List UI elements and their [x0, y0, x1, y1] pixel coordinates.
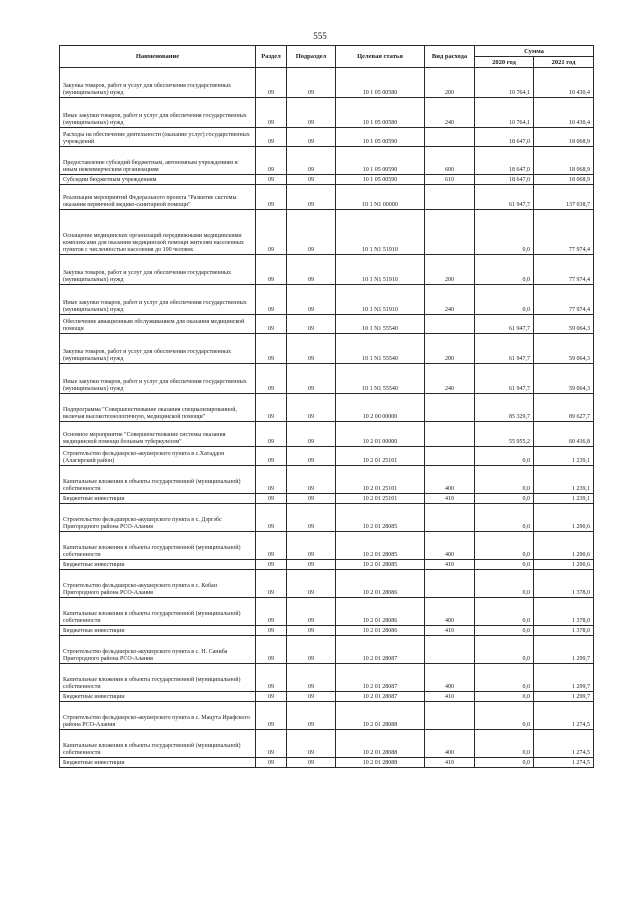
header-subsection: Подраздел [287, 46, 336, 68]
row-target: 10 1 N1 51910 [336, 255, 425, 285]
row-2021: 1 299,7 [534, 692, 594, 702]
row-2021: 1 378,0 [534, 626, 594, 636]
row-target: 10 2 01 25101 [336, 494, 425, 504]
row-2021: 89 627,7 [534, 394, 594, 422]
row-subsection: 09 [287, 692, 336, 702]
row-section: 09 [256, 68, 287, 98]
row-section: 09 [256, 758, 287, 768]
header-name: Наименование [60, 46, 256, 68]
row-2020: 0,0 [475, 570, 534, 598]
row-subsection: 09 [287, 447, 336, 466]
table-row [60, 315, 594, 334]
row-expense: 410 [425, 560, 475, 570]
row-section: 09 [256, 466, 287, 494]
row-name: Капитальные вложения в объекты государственной (муниципальной) собственности [60, 466, 256, 494]
row-name: Основное мероприятие "Совершенствование системы оказания медицинской помощи больным туберкулезом" [60, 422, 256, 447]
row-subsection: 09 [287, 315, 336, 334]
row-expense: 240 [425, 98, 475, 128]
row-name: Строительство фельдшерско-акушерского пункта в с. Кобан Пригородного района РСО-Алания [60, 570, 256, 598]
row-section: 09 [256, 702, 287, 730]
row-target: 10 2 01 28087 [336, 636, 425, 664]
row-name: Строительство фельдшерско-акушерского пункта в с.Хатаддон (Алагирский район) [60, 447, 256, 466]
row-subsection: 09 [287, 175, 336, 185]
table-row [60, 285, 594, 315]
table-row [60, 598, 594, 626]
row-2021: 1 274,5 [534, 730, 594, 758]
row-section: 09 [256, 255, 287, 285]
row-section: 09 [256, 636, 287, 664]
header-target: Целевая статья [336, 46, 425, 68]
row-section: 09 [256, 494, 287, 504]
row-2020: 10 764,1 [475, 98, 534, 128]
row-section: 09 [256, 175, 287, 185]
row-expense: 400 [425, 730, 475, 758]
row-2020: 0,0 [475, 560, 534, 570]
table-row [60, 255, 594, 285]
row-2020: 18 647,0 [475, 175, 534, 185]
row-target: 10 2 01 28087 [336, 692, 425, 702]
row-name: Строительство фельдшерско-акушерского пункта в с. Дзргэбс Пригородного района РСО-Алания [60, 504, 256, 532]
row-2021: 1 299,7 [534, 664, 594, 692]
row-name: Бюджетные инвестиции [60, 758, 256, 768]
row-2021: 18 068,9 [534, 128, 594, 147]
row-subsection: 09 [287, 626, 336, 636]
row-2020: 61 947,7 [475, 334, 534, 364]
row-expense [425, 447, 475, 466]
row-subsection: 09 [287, 334, 336, 364]
row-target: 10 1 N1 00000 [336, 185, 425, 210]
row-2021: 1 274,5 [534, 758, 594, 768]
row-subsection: 09 [287, 210, 336, 255]
row-target: 10 1 05 00590 [336, 147, 425, 175]
table-row [60, 494, 594, 504]
row-section: 09 [256, 664, 287, 692]
row-expense: 410 [425, 494, 475, 504]
header-expense: Вид расхода [425, 46, 475, 68]
row-target: 10 1 N1 55540 [336, 334, 425, 364]
row-section: 09 [256, 626, 287, 636]
row-target: 10 2 01 28088 [336, 702, 425, 730]
row-section: 09 [256, 185, 287, 210]
row-name: Бюджетные инвестиции [60, 626, 256, 636]
row-subsection: 09 [287, 128, 336, 147]
header-2020: 2020 год [475, 57, 534, 68]
row-2021: 18 068,9 [534, 147, 594, 175]
row-2020: 10 764,1 [475, 68, 534, 98]
row-2021: 59 064,3 [534, 315, 594, 334]
row-target: 10 2 01 28088 [336, 730, 425, 758]
row-section: 09 [256, 128, 287, 147]
table-body [60, 68, 594, 768]
row-2021: 1 290,6 [534, 532, 594, 560]
row-name: Обеспечение авиационным обслуживанием для оказания медицинской помощи [60, 315, 256, 334]
row-2020: 0,0 [475, 285, 534, 315]
row-expense: 400 [425, 466, 475, 494]
row-subsection: 09 [287, 422, 336, 447]
row-section: 09 [256, 364, 287, 394]
row-subsection: 09 [287, 364, 336, 394]
row-section: 09 [256, 504, 287, 532]
row-name: Капитальные вложения в объекты государственной (муниципальной) собственности [60, 532, 256, 560]
row-name: Иные закупки товаров, работ и услуг для обеспечения государственных (муниципальных) нужд [60, 98, 256, 128]
row-2021: 1 378,0 [534, 598, 594, 626]
row-section: 09 [256, 598, 287, 626]
row-target: 10 2 01 28088 [336, 758, 425, 768]
row-name: Бюджетные инвестиции [60, 692, 256, 702]
table-row [60, 210, 594, 255]
row-subsection: 09 [287, 664, 336, 692]
row-expense: 410 [425, 626, 475, 636]
row-subsection: 09 [287, 636, 336, 664]
table-row [60, 128, 594, 147]
row-expense: 400 [425, 598, 475, 626]
row-2020: 85 329,7 [475, 394, 534, 422]
row-2020: 0,0 [475, 702, 534, 730]
row-subsection: 09 [287, 532, 336, 560]
row-expense [425, 636, 475, 664]
table-row [60, 702, 594, 730]
row-name: Закупка товаров, работ и услуг для обеспечения государственных (муниципальных) нужд [60, 255, 256, 285]
row-2020: 18 647,0 [475, 147, 534, 175]
row-subsection: 09 [287, 185, 336, 210]
row-2021: 77 974,4 [534, 285, 594, 315]
row-2020: 0,0 [475, 664, 534, 692]
table-row [60, 334, 594, 364]
row-2020: 55 955,2 [475, 422, 534, 447]
row-2021: 1 239,1 [534, 494, 594, 504]
row-subsection: 09 [287, 504, 336, 532]
row-2020: 0,0 [475, 532, 534, 560]
header-row-top [60, 46, 594, 57]
row-name: Закупка товаров, работ и услуг для обеспечения государственных (муниципальных) нужд [60, 68, 256, 98]
row-name: Капитальные вложения в объекты государственной (муниципальной) собственности [60, 598, 256, 626]
table-row [60, 364, 594, 394]
row-expense: 610 [425, 175, 475, 185]
row-subsection: 09 [287, 466, 336, 494]
row-expense: 240 [425, 364, 475, 394]
row-subsection: 09 [287, 147, 336, 175]
table-row [60, 560, 594, 570]
row-2021: 18 068,9 [534, 175, 594, 185]
row-2021: 60 436,8 [534, 422, 594, 447]
table-row [60, 185, 594, 210]
row-subsection: 09 [287, 570, 336, 598]
row-name: Строительство фельдшерско-акушерского пункта в с. Мацута Ирафского района РСО-Алания [60, 702, 256, 730]
table-row [60, 758, 594, 768]
row-name: Закупка товаров, работ и услуг для обеспечения государственных (муниципальных) нужд [60, 334, 256, 364]
row-expense: 240 [425, 285, 475, 315]
table-row [60, 626, 594, 636]
row-expense: 410 [425, 692, 475, 702]
row-target: 10 1 05 00580 [336, 98, 425, 128]
table-row [60, 147, 594, 175]
row-2021: 1 274,5 [534, 702, 594, 730]
row-section: 09 [256, 730, 287, 758]
table-row [60, 692, 594, 702]
row-subsection: 09 [287, 598, 336, 626]
row-target: 10 2 01 25101 [336, 447, 425, 466]
row-section: 09 [256, 315, 287, 334]
row-subsection: 09 [287, 285, 336, 315]
budget-table [59, 45, 594, 768]
row-expense [425, 210, 475, 255]
row-name: Капитальные вложения в объекты государственной (муниципальной) собственности [60, 664, 256, 692]
row-2021: 77 974,4 [534, 210, 594, 255]
table-row [60, 68, 594, 98]
table-row [60, 570, 594, 598]
row-2021: 137 038,7 [534, 185, 594, 210]
row-target: 10 2 01 28086 [336, 626, 425, 636]
row-2021: 1 239,1 [534, 447, 594, 466]
row-section: 09 [256, 210, 287, 255]
row-name: Иные закупки товаров, работ и услуг для обеспечения государственных (муниципальных) нужд [60, 285, 256, 315]
table-row [60, 98, 594, 128]
row-2021: 1 290,6 [534, 560, 594, 570]
row-target: 10 1 N1 51910 [336, 210, 425, 255]
row-name: Реализация мероприятий Федерального проекта "Развитие системы оказания первичной медико-санитарной помощи" [60, 185, 256, 210]
table-row [60, 422, 594, 447]
row-name: Подпрограмма "Совершенствование оказания специализированной, включая высокотехнологичную, медицинской помощи" [60, 394, 256, 422]
header-section: Раздел [256, 46, 287, 68]
row-2020: 61 947,7 [475, 315, 534, 334]
row-name: Субсидии бюджетным учреждениям [60, 175, 256, 185]
row-2021: 59 064,3 [534, 334, 594, 364]
row-2020: 0,0 [475, 210, 534, 255]
row-subsection: 09 [287, 730, 336, 758]
table-row [60, 394, 594, 422]
row-expense [425, 394, 475, 422]
row-name: Расходы на обеспечение деятельности (оказание услуг) государственных учреждений [60, 128, 256, 147]
row-section: 09 [256, 692, 287, 702]
row-2020: 0,0 [475, 636, 534, 664]
row-2020: 0,0 [475, 494, 534, 504]
row-target: 10 2 01 00000 [336, 422, 425, 447]
row-section: 09 [256, 570, 287, 598]
row-expense [425, 185, 475, 210]
row-section: 09 [256, 532, 287, 560]
table-row [60, 664, 594, 692]
row-expense [425, 422, 475, 447]
row-section: 09 [256, 394, 287, 422]
row-name: Оснащение медицинских организаций передвижными медицинскими комплексами для оказания медицинской помощи жителям населенных пунктов с численностью населения до 100 человек [60, 210, 256, 255]
row-2020: 61 947,7 [475, 185, 534, 210]
row-subsection: 09 [287, 98, 336, 128]
row-2020: 0,0 [475, 466, 534, 494]
table-row [60, 175, 594, 185]
row-2020: 0,0 [475, 447, 534, 466]
row-2020: 0,0 [475, 255, 534, 285]
row-target: 10 1 N1 51910 [336, 285, 425, 315]
table-row [60, 532, 594, 560]
row-name: Капитальные вложения в объекты государственной (муниципальной) собственности [60, 730, 256, 758]
row-subsection: 09 [287, 255, 336, 285]
row-section: 09 [256, 560, 287, 570]
row-expense [425, 315, 475, 334]
row-expense: 410 [425, 758, 475, 768]
row-target: 10 2 01 28085 [336, 560, 425, 570]
row-2020: 0,0 [475, 598, 534, 626]
row-name: Бюджетные инвестиции [60, 560, 256, 570]
row-section: 09 [256, 285, 287, 315]
row-expense: 600 [425, 147, 475, 175]
row-target: 10 2 01 25101 [336, 466, 425, 494]
row-subsection: 09 [287, 394, 336, 422]
row-2020: 0,0 [475, 758, 534, 768]
row-section: 09 [256, 98, 287, 128]
row-target: 10 1 05 00590 [336, 175, 425, 185]
table-row [60, 636, 594, 664]
row-section: 09 [256, 422, 287, 447]
row-expense: 400 [425, 664, 475, 692]
row-subsection: 09 [287, 702, 336, 730]
row-2020: 0,0 [475, 730, 534, 758]
row-expense: 200 [425, 255, 475, 285]
table-row [60, 466, 594, 494]
row-name: Предоставление субсидий бюджетным, автономным учреждениям и иным некоммерческим организациям [60, 147, 256, 175]
row-subsection: 09 [287, 560, 336, 570]
row-subsection: 09 [287, 758, 336, 768]
row-2021: 1 299,7 [534, 636, 594, 664]
row-target: 10 2 01 28086 [336, 598, 425, 626]
row-name: Иные закупки товаров, работ и услуг для обеспечения государственных (муниципальных) нужд [60, 364, 256, 394]
row-2021: 10 430,4 [534, 98, 594, 128]
row-section: 09 [256, 334, 287, 364]
row-2021: 59 064,3 [534, 364, 594, 394]
row-target: 10 1 N1 55540 [336, 315, 425, 334]
row-target: 10 1 05 00580 [336, 68, 425, 98]
row-expense [425, 504, 475, 532]
row-name: Бюджетные инвестиции [60, 494, 256, 504]
row-expense: 400 [425, 532, 475, 560]
row-2020: 0,0 [475, 504, 534, 532]
row-2021: 77 974,4 [534, 255, 594, 285]
row-target: 10 1 05 00590 [336, 128, 425, 147]
row-target: 10 1 N1 55540 [336, 364, 425, 394]
row-subsection: 09 [287, 494, 336, 504]
table-row [60, 730, 594, 758]
row-subsection: 09 [287, 68, 336, 98]
row-target: 10 2 01 28086 [336, 570, 425, 598]
header-2021: 2021 год [534, 57, 594, 68]
header-sum: Сумма [475, 46, 594, 57]
row-2021: 10 430,4 [534, 68, 594, 98]
row-section: 09 [256, 447, 287, 466]
row-2020: 18 647,0 [475, 128, 534, 147]
row-expense [425, 702, 475, 730]
row-target: 10 2 01 28085 [336, 504, 425, 532]
row-2021: 1 290,6 [534, 504, 594, 532]
row-expense [425, 128, 475, 147]
row-expense: 200 [425, 68, 475, 98]
row-2020: 61 947,7 [475, 364, 534, 394]
row-2021: 1 378,0 [534, 570, 594, 598]
row-expense [425, 570, 475, 598]
row-target: 10 2 01 28085 [336, 532, 425, 560]
table-row [60, 504, 594, 532]
row-expense: 200 [425, 334, 475, 364]
row-name: Строительство фельдшерско-акушерского пункта в с. Н. Саниба Пригородного района РСО-Алания [60, 636, 256, 664]
row-section: 09 [256, 147, 287, 175]
row-2020: 0,0 [475, 692, 534, 702]
table-row [60, 447, 594, 466]
row-target: 10 2 00 00000 [336, 394, 425, 422]
page-number: 555 [313, 31, 327, 41]
row-2021: 1 239,1 [534, 466, 594, 494]
row-2020: 0,0 [475, 626, 534, 636]
row-target: 10 2 01 28087 [336, 664, 425, 692]
